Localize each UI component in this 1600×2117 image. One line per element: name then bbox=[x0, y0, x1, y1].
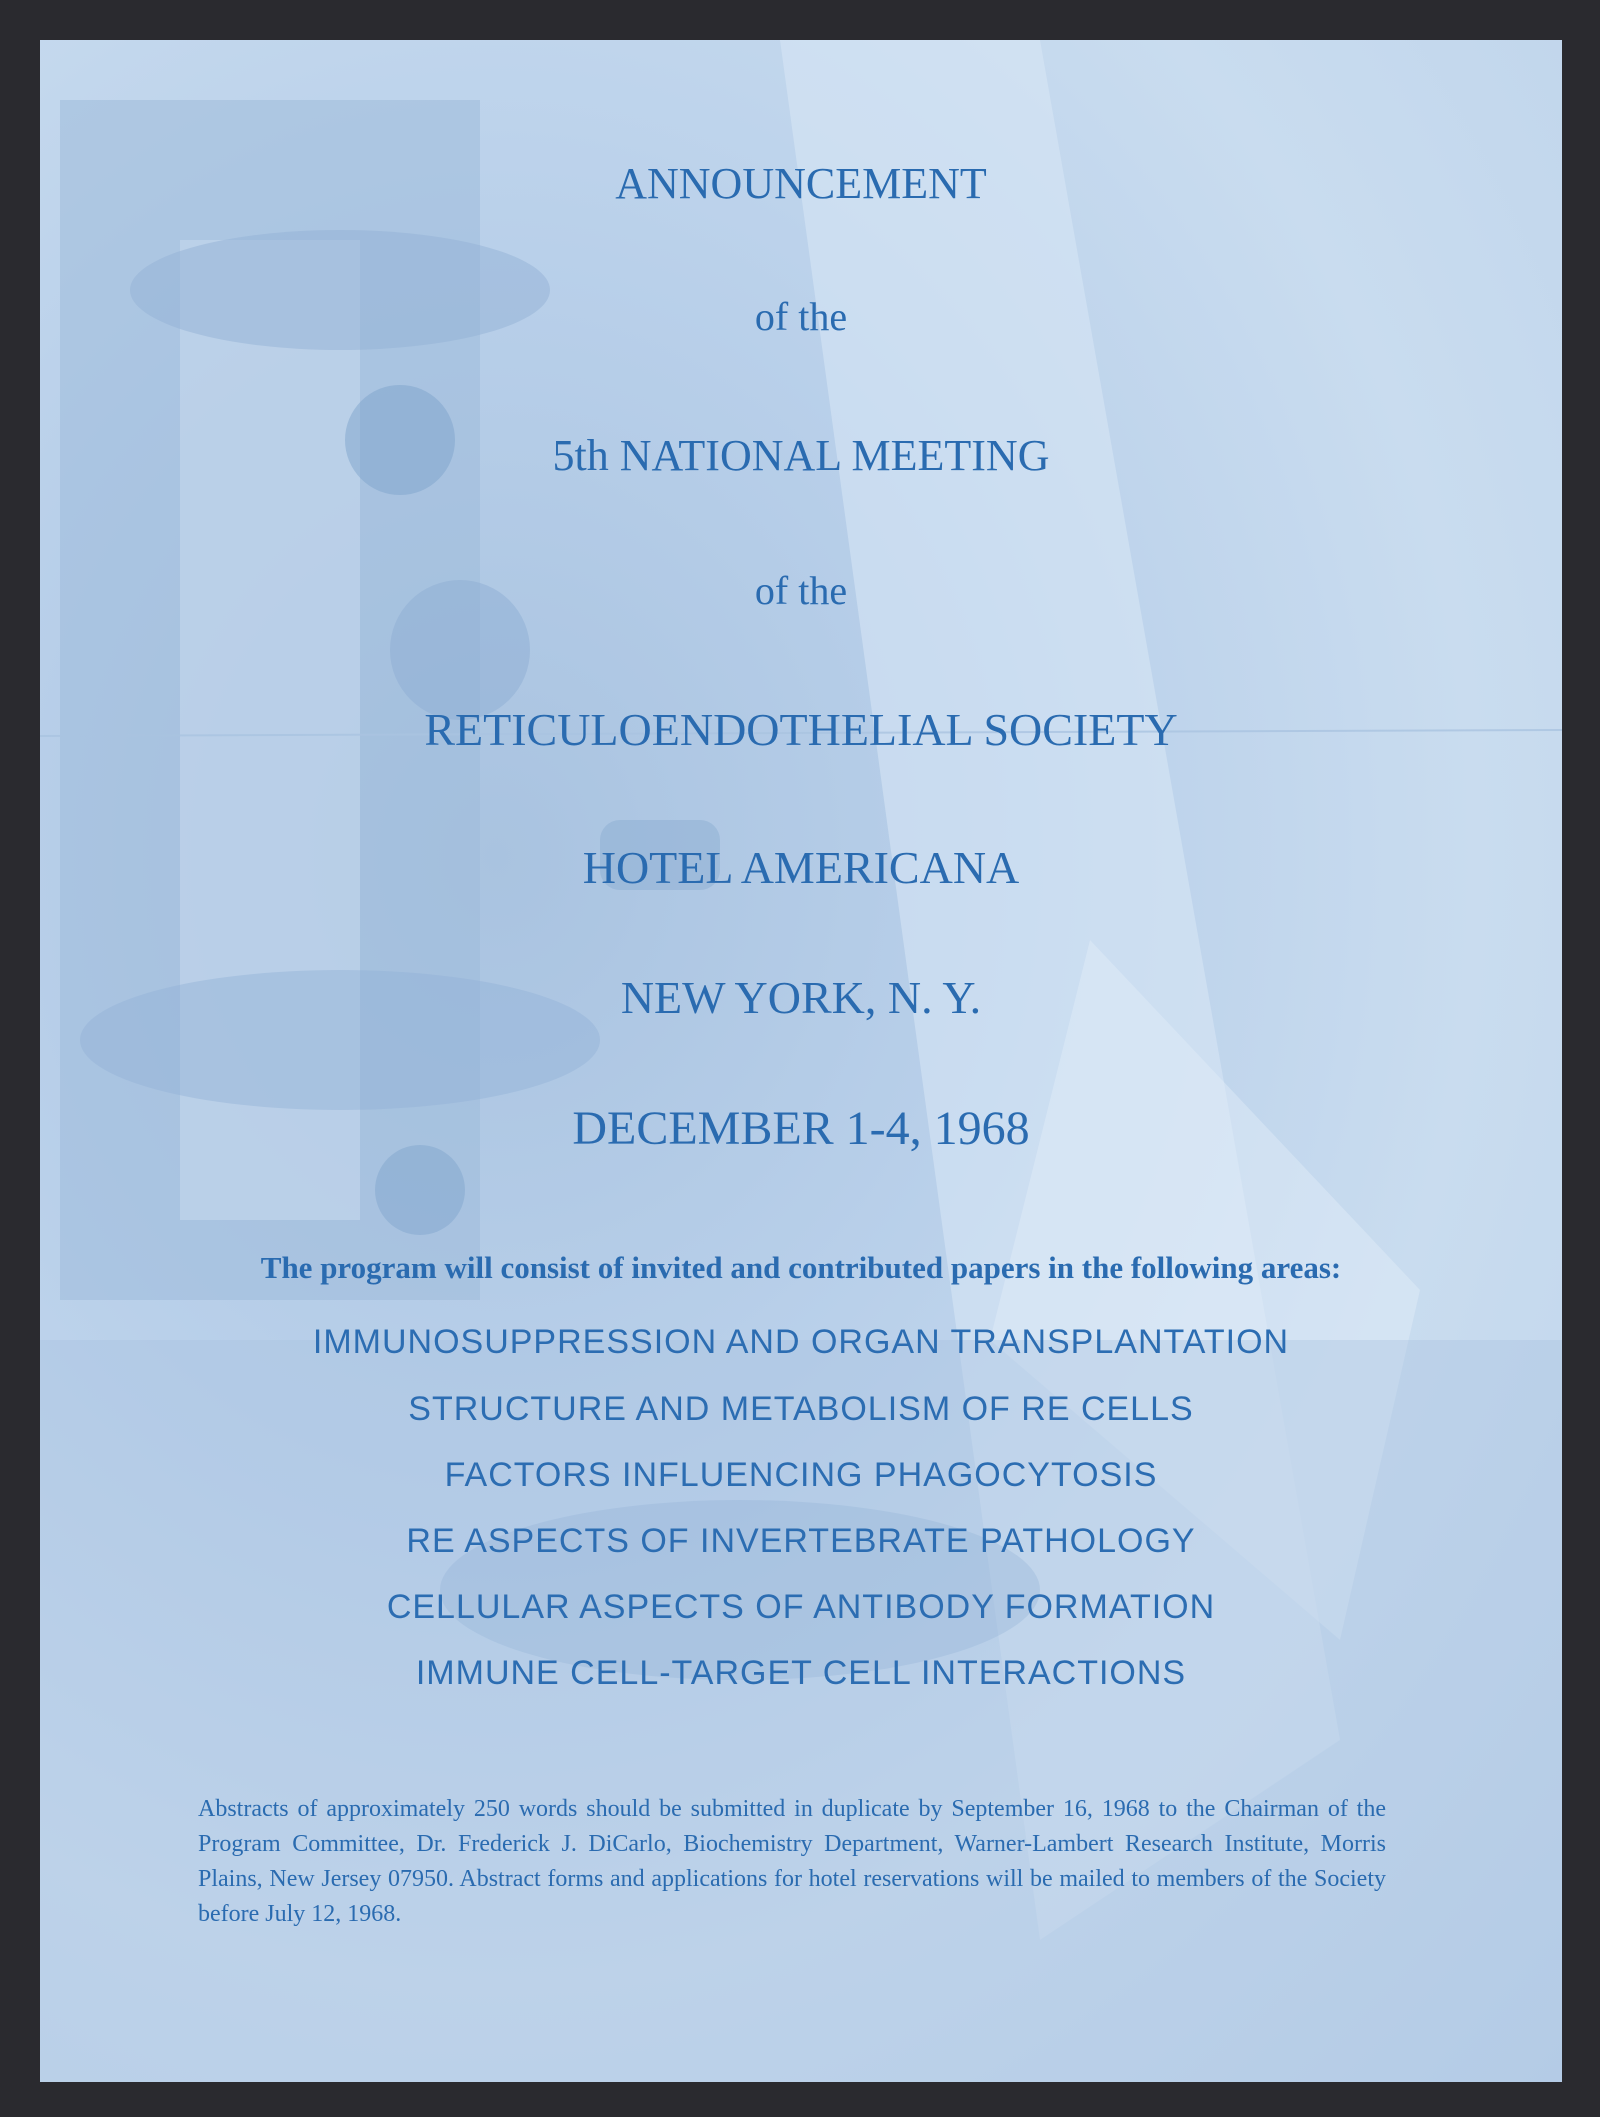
topic-item: RE ASPECTS OF INVERTEBRATE PATHOLOGY bbox=[406, 1522, 1196, 1560]
microscope-photo-background bbox=[40, 40, 1562, 2082]
society-name: RETICULOENDOTHELIAL SOCIETY bbox=[424, 704, 1178, 755]
topic-item: FACTORS INFLUENCING PHAGOCYTOSIS bbox=[444, 1456, 1158, 1494]
topic-item: STRUCTURE AND METABOLISM OF RE CELLS bbox=[408, 1390, 1194, 1428]
topic-item: IMMUNE CELL-TARGET CELL INTERACTIONS bbox=[415, 1654, 1187, 1692]
of-the-line-2: of the bbox=[754, 568, 848, 613]
venue-city: NEW YORK, N. Y. bbox=[620, 972, 982, 1023]
topic-item: IMMUNOSUPPRESSION AND ORGAN TRANSPLANTATION bbox=[312, 1323, 1290, 1361]
topic-item: CELLULAR ASPECTS OF ANTIBODY FORMATION bbox=[386, 1588, 1216, 1626]
meeting-dates: DECEMBER 1-4, 1968 bbox=[572, 1102, 1030, 1155]
of-the-line-1: of the bbox=[754, 294, 848, 339]
meeting-name: 5th NATIONAL MEETING bbox=[552, 431, 1050, 480]
announcement-title: ANNOUNCEMENT bbox=[615, 159, 987, 208]
announcement-sheet bbox=[40, 40, 1562, 2082]
venue-name: HOTEL AMERICANA bbox=[582, 842, 1020, 893]
program-intro: The program will consist of invited and contributed papers in the following areas: bbox=[260, 1250, 1342, 1285]
abstract-submission-notice: Abstracts of approximately 250 words should be submitted in duplicate by September 16, 1968 to the Chairman of the Program Committee, Dr. Frederick J. DiCarlo, Biochemistry Department, Warner-Lambert Research Institute, Morris Plains, New Jersey 07950. Abstract forms and applications for hotel reservations will be mailed to members of the Society before July 12, 1968. bbox=[198, 1796, 1386, 1927]
